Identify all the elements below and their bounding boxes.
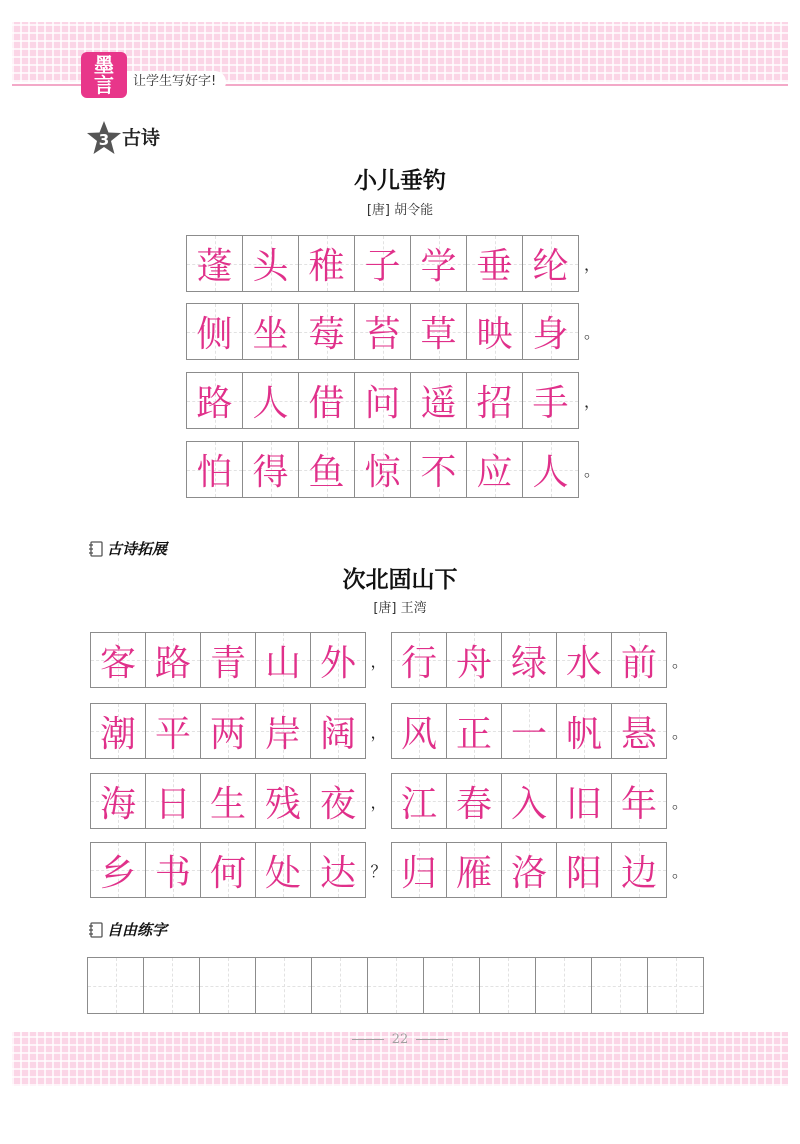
tianzige-cell bbox=[242, 372, 299, 429]
poem-character: 夜 bbox=[319, 783, 356, 825]
practice-cell[interactable] bbox=[423, 957, 480, 1014]
poem-character: 得 bbox=[252, 452, 289, 493]
poem-character: 头 bbox=[252, 246, 289, 287]
poem-character: 草 bbox=[420, 314, 457, 355]
poem-character: 春 bbox=[455, 783, 492, 825]
tianzige-cell bbox=[466, 441, 523, 498]
tianzige-cell bbox=[298, 235, 355, 292]
tianzige-cell bbox=[186, 372, 243, 429]
poem-character: 年 bbox=[620, 783, 657, 825]
star-badge-icon bbox=[86, 120, 122, 156]
punctuation-mark: ， bbox=[370, 722, 387, 742]
punctuation-mark: ， bbox=[583, 255, 600, 274]
poem2-line bbox=[90, 703, 693, 759]
page-number-text: 22 bbox=[391, 1032, 409, 1047]
tianzige-cell bbox=[410, 235, 467, 292]
poem2-line bbox=[90, 773, 693, 829]
practice-cell[interactable] bbox=[87, 957, 144, 1014]
punctuation-mark: ， bbox=[370, 792, 387, 812]
tianzige-cell bbox=[556, 703, 612, 759]
poem-character: 潮 bbox=[99, 713, 136, 755]
poem-character: 乡 bbox=[99, 852, 136, 894]
practice-cell[interactable] bbox=[535, 957, 592, 1014]
tianzige-cell bbox=[298, 303, 355, 360]
tianzige-cell bbox=[556, 773, 612, 829]
poem-character: 旧 bbox=[565, 783, 602, 825]
tianzige-cell bbox=[255, 773, 311, 829]
tianzige-cell bbox=[310, 632, 366, 688]
practice-cell[interactable] bbox=[311, 957, 368, 1014]
poem-character: 映 bbox=[476, 314, 513, 355]
tianzige-cell bbox=[310, 842, 366, 898]
notebook-icon bbox=[88, 922, 104, 938]
poem-character: 垂 bbox=[476, 246, 513, 287]
poem-character: 阳 bbox=[565, 852, 602, 894]
poem-character: 稚 bbox=[308, 246, 345, 287]
notebook-icon bbox=[88, 541, 104, 557]
tianzige-cell bbox=[466, 235, 523, 292]
tianzige-cell bbox=[354, 372, 411, 429]
poem-character: 处 bbox=[264, 852, 301, 894]
poem-character: 何 bbox=[209, 852, 246, 894]
tianzige-cell bbox=[446, 842, 502, 898]
tianzige-cell bbox=[200, 842, 256, 898]
tianzige-cell bbox=[611, 842, 667, 898]
tianzige-cell bbox=[522, 235, 579, 292]
tianzige-cell bbox=[242, 441, 299, 498]
tianzige-cell bbox=[242, 235, 299, 292]
tianzige-cell bbox=[200, 773, 256, 829]
tianzige-cell bbox=[310, 703, 366, 759]
tianzige-cell bbox=[391, 842, 447, 898]
tianzige-cell bbox=[501, 842, 557, 898]
tianzige-cell bbox=[410, 441, 467, 498]
tianzige-cell bbox=[242, 303, 299, 360]
brand-logo: 墨 言 bbox=[81, 52, 127, 98]
tianzige-cell bbox=[611, 773, 667, 829]
punctuation-mark: ？ bbox=[370, 861, 387, 881]
page-number bbox=[0, 1032, 800, 1047]
poem-character: 两 bbox=[209, 713, 246, 755]
tianzige-cell bbox=[556, 632, 612, 688]
section-number: 3 bbox=[98, 131, 110, 149]
tianzige-cell bbox=[255, 703, 311, 759]
tianzige-cell bbox=[298, 372, 355, 429]
tianzige-cell bbox=[145, 703, 201, 759]
poem-character: 边 bbox=[620, 852, 657, 894]
punctuation-mark: 。 bbox=[671, 722, 688, 742]
tianzige-cell bbox=[391, 773, 447, 829]
poem-character: 客 bbox=[99, 642, 136, 684]
punctuation-mark: 。 bbox=[671, 861, 688, 881]
tianzige-cell bbox=[354, 441, 411, 498]
tianzige-cell bbox=[200, 703, 256, 759]
poem-character: 绿 bbox=[510, 642, 547, 684]
poem1-author: [唐] 胡令能 bbox=[366, 203, 434, 218]
poem-character: 山 bbox=[264, 642, 301, 684]
poem-character: 侧 bbox=[196, 314, 233, 355]
practice-cell[interactable] bbox=[255, 957, 312, 1014]
tianzige-cell bbox=[611, 703, 667, 759]
tianzige-cell bbox=[90, 632, 146, 688]
poem-character: 蓬 bbox=[196, 246, 233, 287]
punctuation-mark: 。 bbox=[671, 792, 688, 812]
poem-character: 青 bbox=[209, 642, 246, 684]
tianzige-cell bbox=[522, 372, 579, 429]
poem-character: 人 bbox=[252, 383, 289, 424]
tianzige-cell bbox=[466, 303, 523, 360]
poem-character: 生 bbox=[209, 783, 246, 825]
tianzige-cell bbox=[556, 842, 612, 898]
practice-label: 自由练字 bbox=[107, 921, 168, 939]
practice-cell[interactable] bbox=[591, 957, 648, 1014]
poem-character: 鱼 bbox=[308, 452, 345, 493]
practice-grid bbox=[87, 957, 704, 1014]
punctuation-mark: ， bbox=[583, 392, 600, 411]
tianzige-cell bbox=[310, 773, 366, 829]
poem-character: 舟 bbox=[455, 642, 492, 684]
tianzige-cell bbox=[501, 632, 557, 688]
poem-character: 坐 bbox=[252, 314, 289, 355]
practice-cell[interactable] bbox=[143, 957, 200, 1014]
punctuation-mark: 。 bbox=[583, 461, 600, 480]
poem-character: 招 bbox=[476, 383, 513, 424]
tianzige-cell bbox=[298, 441, 355, 498]
tianzige-cell bbox=[446, 773, 502, 829]
poem-character: 人 bbox=[532, 452, 569, 493]
tianzige-cell bbox=[90, 703, 146, 759]
poem-character: 不 bbox=[420, 452, 457, 493]
poem-character: 平 bbox=[154, 713, 191, 755]
tianzige-cell bbox=[410, 303, 467, 360]
poem-character: 借 bbox=[308, 383, 345, 424]
tianzige-cell bbox=[522, 441, 579, 498]
tianzige-cell bbox=[186, 235, 243, 292]
tianzige-cell bbox=[255, 842, 311, 898]
extension-label: 古诗拓展 bbox=[107, 540, 168, 558]
practice-heading bbox=[88, 919, 167, 940]
poem-character: 手 bbox=[532, 383, 569, 424]
poem-character: 子 bbox=[364, 246, 401, 287]
poem-character: 帆 bbox=[565, 713, 602, 755]
practice-cell[interactable] bbox=[199, 957, 256, 1014]
poem1-line bbox=[186, 441, 605, 498]
tianzige-cell bbox=[354, 235, 411, 292]
tianzige-cell bbox=[466, 372, 523, 429]
poem-character: 洛 bbox=[510, 852, 547, 894]
poem2-line bbox=[90, 842, 693, 898]
tianzige-cell bbox=[255, 632, 311, 688]
poem-character: 日 bbox=[154, 783, 191, 825]
poem-character: 悬 bbox=[620, 713, 657, 755]
poem-character: 江 bbox=[400, 783, 437, 825]
poem1-line bbox=[186, 303, 605, 360]
poem-character: 正 bbox=[455, 713, 492, 755]
tianzige-cell bbox=[145, 842, 201, 898]
poem2-title: 次北固山下 bbox=[342, 567, 458, 593]
poem-character: 遥 bbox=[420, 383, 457, 424]
punctuation-mark: 。 bbox=[671, 651, 688, 671]
poem-character: 岸 bbox=[264, 713, 301, 755]
poem-character: 一 bbox=[510, 713, 547, 755]
tianzige-cell bbox=[354, 303, 411, 360]
poem-character: 行 bbox=[400, 642, 437, 684]
poem-character: 路 bbox=[196, 383, 233, 424]
poem-character: 学 bbox=[420, 246, 457, 287]
poem1-title: 小儿垂钓 bbox=[354, 168, 446, 194]
practice-cell[interactable] bbox=[647, 957, 704, 1014]
poem-character: 雁 bbox=[455, 852, 492, 894]
poem1-line bbox=[186, 372, 605, 429]
tianzige-cell bbox=[611, 632, 667, 688]
tianzige-cell bbox=[522, 303, 579, 360]
tianzige-cell bbox=[90, 842, 146, 898]
poem-character: 问 bbox=[364, 383, 401, 424]
poem-character: 前 bbox=[620, 642, 657, 684]
poem-character: 莓 bbox=[308, 314, 345, 355]
poem-character: 身 bbox=[532, 314, 569, 355]
tianzige-cell bbox=[446, 632, 502, 688]
tianzige-cell bbox=[145, 773, 201, 829]
poem-character: 阔 bbox=[319, 713, 356, 755]
poem1-line bbox=[186, 235, 605, 292]
poem-character: 水 bbox=[565, 642, 602, 684]
poem-character: 达 bbox=[319, 852, 356, 894]
tianzige-cell bbox=[501, 773, 557, 829]
poem-character: 路 bbox=[154, 642, 191, 684]
tianzige-cell bbox=[410, 372, 467, 429]
poem2-author: [唐] 王湾 bbox=[373, 601, 427, 616]
extension-heading bbox=[88, 538, 167, 559]
tianzige-cell bbox=[391, 632, 447, 688]
punctuation-mark: ， bbox=[370, 651, 387, 671]
poem-character: 海 bbox=[99, 783, 136, 825]
poem-character: 怕 bbox=[196, 452, 233, 493]
poem-character: 归 bbox=[400, 852, 437, 894]
tianzige-cell bbox=[186, 303, 243, 360]
poem-character: 入 bbox=[510, 783, 547, 825]
tianzige-cell bbox=[200, 632, 256, 688]
poem-character: 风 bbox=[400, 713, 437, 755]
poem-character: 应 bbox=[476, 452, 513, 493]
punctuation-mark: 。 bbox=[583, 323, 600, 342]
poem2-line bbox=[90, 632, 693, 688]
tianzige-cell bbox=[446, 703, 502, 759]
tianzige-cell bbox=[391, 703, 447, 759]
poem-character: 惊 bbox=[364, 452, 401, 493]
practice-cell[interactable] bbox=[479, 957, 536, 1014]
poem-character: 书 bbox=[154, 852, 191, 894]
poem-character: 残 bbox=[264, 783, 301, 825]
tianzige-cell bbox=[186, 441, 243, 498]
poem-character: 纶 bbox=[532, 246, 569, 287]
practice-cell[interactable] bbox=[367, 957, 424, 1014]
poem-character: 外 bbox=[319, 642, 356, 684]
poem-character: 苔 bbox=[364, 314, 401, 355]
section-title: 古诗 bbox=[122, 127, 161, 149]
tianzige-cell bbox=[501, 703, 557, 759]
tianzige-cell bbox=[145, 632, 201, 688]
brand-slogan: 让学生写好字! bbox=[127, 71, 226, 93]
tianzige-cell bbox=[90, 773, 146, 829]
